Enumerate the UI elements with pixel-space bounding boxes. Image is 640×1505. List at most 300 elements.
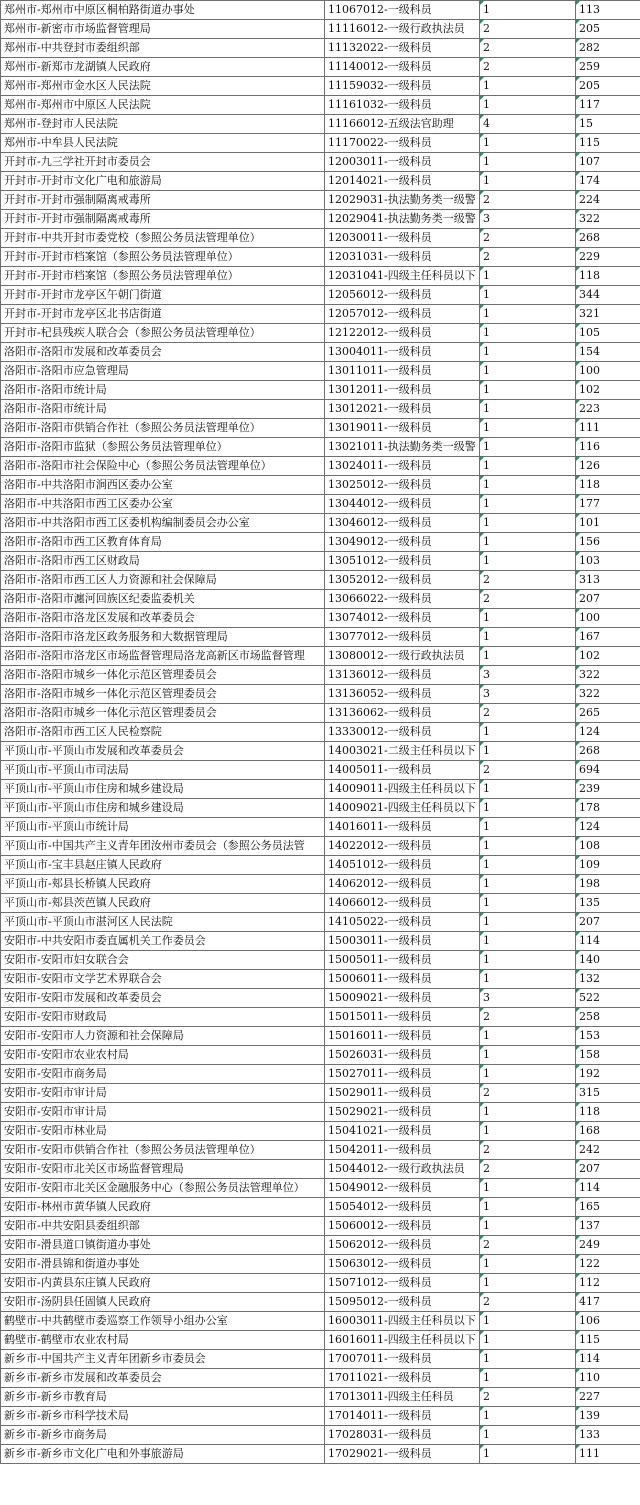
position-cell: 13021011-执法勤务类一级警: [325, 438, 480, 457]
applicants-cell: 115: [576, 134, 640, 153]
unit-cell: 郑州市-中共登封市委组织部: [1, 39, 325, 58]
position-cell: 14009021-四级主任科员以下: [325, 799, 480, 818]
applicants-cell: 177: [576, 495, 640, 514]
position-cell: 14022012-一级科员: [325, 837, 480, 856]
applicants-cell: 102: [576, 381, 640, 400]
table-row: [1, 989, 640, 1008]
applicants-cell: 124: [576, 818, 640, 837]
unit-cell: 洛阳市-中共洛阳市涧西区委办公室: [1, 476, 325, 495]
quota-cell: 2: [480, 1388, 576, 1407]
unit-cell: 洛阳市-洛阳市西工区财政局: [1, 552, 325, 571]
position-cell: 15095012-一级科员: [325, 1293, 480, 1312]
unit-cell: 安阳市-安阳市商务局: [1, 1065, 325, 1084]
quota-cell: 2: [480, 1008, 576, 1027]
unit-cell: 新乡市-新乡市发展和改革委员会: [1, 1369, 325, 1388]
quota-cell: 1: [480, 362, 576, 381]
position-cell: 15071012-一级科员: [325, 1274, 480, 1293]
unit-cell: 平顶山市-中国共产主义青年团汝州市委员会（参照公务员法管: [1, 837, 325, 856]
quota-cell: 1: [480, 875, 576, 894]
quota-cell: 1: [480, 1369, 576, 1388]
applicants-cell: 158: [576, 1046, 640, 1065]
unit-cell: 郑州市-登封市人民法院: [1, 115, 325, 134]
position-cell: 13025012-一级科员: [325, 476, 480, 495]
table-row: [1, 267, 640, 286]
unit-cell: 平顶山市-郏县长桥镇人民政府: [1, 875, 325, 894]
applicants-cell: 268: [576, 229, 640, 248]
applicants-cell: 15: [576, 115, 640, 134]
table-row: [1, 1141, 640, 1160]
quota-cell: 1: [480, 172, 576, 191]
position-cell: 13330012-一级科员: [325, 723, 480, 742]
table-row: [1, 799, 640, 818]
unit-cell: 安阳市-安阳市财政局: [1, 1008, 325, 1027]
quota-cell: 1: [480, 1312, 576, 1331]
applicants-cell: 178: [576, 799, 640, 818]
position-cell: 12003011-一级科员: [325, 153, 480, 172]
unit-cell: 洛阳市-洛阳市洛龙区发展和改革委员会: [1, 609, 325, 628]
applicants-cell: 118: [576, 267, 640, 286]
table-row: [1, 742, 640, 761]
position-cell: 13049012-一级科员: [325, 533, 480, 552]
applicants-cell: 110: [576, 1369, 640, 1388]
table-row: [1, 609, 640, 628]
quota-cell: 1: [480, 856, 576, 875]
unit-cell: 郑州市-郑州市中原区桐柏路街道办事处: [1, 1, 325, 20]
applicants-cell: 205: [576, 77, 640, 96]
unit-cell: 郑州市-郑州市中原区人民法院: [1, 96, 325, 115]
position-cell: 13019011-一级科员: [325, 419, 480, 438]
applicants-cell: 315: [576, 1084, 640, 1103]
unit-cell: 平顶山市-平顶山市湛河区人民法院: [1, 913, 325, 932]
position-cell: 14016011-一级科员: [325, 818, 480, 837]
unit-cell: 洛阳市-洛阳市社会保险中心（参照公务员法管理单位）: [1, 457, 325, 476]
table-row: [1, 1065, 640, 1084]
unit-cell: 安阳市-安阳市人力资源和社会保障局: [1, 1027, 325, 1046]
position-cell: 13136012-一级科员: [325, 666, 480, 685]
quota-cell: 1: [480, 609, 576, 628]
quota-cell: 1: [480, 818, 576, 837]
quota-cell: 1: [480, 1274, 576, 1293]
applicants-cell: 137: [576, 1217, 640, 1236]
quota-cell: 1: [480, 932, 576, 951]
table-row: [1, 571, 640, 590]
applicants-cell: 223: [576, 400, 640, 419]
table-row: [1, 685, 640, 704]
table-row: [1, 1369, 640, 1388]
quota-cell: 2: [480, 248, 576, 267]
quota-cell: 2: [480, 1160, 576, 1179]
table-row: [1, 514, 640, 533]
position-cell: 15041021-一级科员: [325, 1122, 480, 1141]
table-row: [1, 533, 640, 552]
unit-cell: 安阳市-中共安阳县委组织部: [1, 1217, 325, 1236]
table-row: [1, 362, 640, 381]
applicants-cell: 156: [576, 533, 640, 552]
quota-cell: 1: [480, 780, 576, 799]
quota-cell: 1: [480, 1350, 576, 1369]
applicants-cell: 114: [576, 1179, 640, 1198]
quota-cell: 2: [480, 229, 576, 248]
applicants-cell: 112: [576, 1274, 640, 1293]
applicants-cell: 207: [576, 913, 640, 932]
position-cell: 12031031-一级科员: [325, 248, 480, 267]
quota-cell: 2: [480, 571, 576, 590]
quota-cell: 1: [480, 799, 576, 818]
quota-cell: 1: [480, 1407, 576, 1426]
applicants-cell: 224: [576, 191, 640, 210]
table-row: [1, 1084, 640, 1103]
unit-cell: 平顶山市-平顶山市住房和城乡建设局: [1, 799, 325, 818]
table-row: [1, 1027, 640, 1046]
applicants-cell: 207: [576, 590, 640, 609]
table-row: [1, 951, 640, 970]
applicants-cell: 113: [576, 1, 640, 20]
position-cell: 13077012-一级科员: [325, 628, 480, 647]
table-row: [1, 1426, 640, 1445]
unit-cell: 开封市-开封市龙亭区北书店街道: [1, 305, 325, 324]
quota-cell: 1: [480, 1217, 576, 1236]
table-row: [1, 1103, 640, 1122]
unit-cell: 新乡市-新乡市文化广电和外事旅游局: [1, 1445, 325, 1464]
position-cell: 17014011-一级科员: [325, 1407, 480, 1426]
unit-cell: 安阳市-安阳市北关区金融服务中心（参照公务员法管理单位）: [1, 1179, 325, 1198]
applicants-cell: 227: [576, 1388, 640, 1407]
applicants-cell: 118: [576, 476, 640, 495]
position-cell: 17029021-一级科员: [325, 1445, 480, 1464]
table-row: [1, 875, 640, 894]
quota-cell: 2: [480, 1141, 576, 1160]
position-cell: 11067012-一级科员: [325, 1, 480, 20]
applicants-cell: 100: [576, 609, 640, 628]
position-cell: 15015011-一级科员: [325, 1008, 480, 1027]
quota-cell: 1: [480, 343, 576, 362]
table-row: [1, 723, 640, 742]
table-row: [1, 1046, 640, 1065]
table-row: [1, 1179, 640, 1198]
quota-cell: 1: [480, 1179, 576, 1198]
table-row: [1, 343, 640, 362]
table-row: [1, 1198, 640, 1217]
table-row: [1, 210, 640, 229]
position-cell: 13080012-一级行政执法员: [325, 647, 480, 666]
quota-cell: 1: [480, 476, 576, 495]
unit-cell: 安阳市-安阳市供销合作社（参照公务员法管理单位）: [1, 1141, 325, 1160]
position-cell: 13136062-一级科员: [325, 704, 480, 723]
applicants-cell: 100: [576, 362, 640, 381]
quota-cell: 1: [480, 1331, 576, 1350]
unit-cell: 洛阳市-中共洛阳市西工区委机构编制委员会办公室: [1, 514, 325, 533]
position-cell: 14009011-四级主任科员以下: [325, 780, 480, 799]
unit-cell: 安阳市-安阳市北关区市场监督管理局: [1, 1160, 325, 1179]
position-cell: 15044012-一级行政执法员: [325, 1160, 480, 1179]
applicants-cell: 265: [576, 704, 640, 723]
position-cell: 15027011-一级科员: [325, 1065, 480, 1084]
table-row: [1, 818, 640, 837]
quota-cell: 2: [480, 1236, 576, 1255]
table-row: [1, 248, 640, 267]
unit-cell: 鹤壁市-鹤壁市农业农村局: [1, 1331, 325, 1350]
quota-cell: 1: [480, 1, 576, 20]
position-cell: 13024011-一级科员: [325, 457, 480, 476]
applicants-cell: 322: [576, 210, 640, 229]
applicants-cell: 313: [576, 571, 640, 590]
position-cell: 14005011-一级科员: [325, 761, 480, 780]
quota-cell: 1: [480, 153, 576, 172]
applicants-cell: 109: [576, 856, 640, 875]
applicants-cell: 694: [576, 761, 640, 780]
applicants-cell: 111: [576, 1445, 640, 1464]
position-cell: 15063012-一级科员: [325, 1255, 480, 1274]
table-row: [1, 970, 640, 989]
quota-cell: 2: [480, 1293, 576, 1312]
quota-cell: 2: [480, 761, 576, 780]
unit-cell: 洛阳市-洛阳市西工区人力资源和社会保障局: [1, 571, 325, 590]
applicants-cell: 124: [576, 723, 640, 742]
position-cell: 11140012-一级科员: [325, 58, 480, 77]
position-cell: 12057012-一级科员: [325, 305, 480, 324]
position-cell: 15060012-一级科员: [325, 1217, 480, 1236]
applicants-cell: 417: [576, 1293, 640, 1312]
position-cell: 13004011-一级科员: [325, 343, 480, 362]
position-cell: 17013011-四级主任科员: [325, 1388, 480, 1407]
position-cell: 15029011-一级科员: [325, 1084, 480, 1103]
unit-cell: 开封市-杞县残疾人联合会（参照公务员法管理单位）: [1, 324, 325, 343]
position-cell: 13066022-一级科员: [325, 590, 480, 609]
unit-cell: 新乡市-新乡市教育局: [1, 1388, 325, 1407]
position-cell: 15005011-一级科员: [325, 951, 480, 970]
position-cell: 16016011-四级主任科员以下: [325, 1331, 480, 1350]
quota-cell: 1: [480, 1122, 576, 1141]
quota-cell: 1: [480, 552, 576, 571]
applicants-cell: 242: [576, 1141, 640, 1160]
unit-cell: 安阳市-安阳市审计局: [1, 1084, 325, 1103]
quota-cell: 1: [480, 96, 576, 115]
applicants-cell: 229: [576, 248, 640, 267]
applicants-cell: 135: [576, 894, 640, 913]
quota-cell: 1: [480, 1445, 576, 1464]
table-row: [1, 286, 640, 305]
position-cell: 11161032-一级科员: [325, 96, 480, 115]
position-cell: 12029031-执法勤务类一级警: [325, 191, 480, 210]
applicants-cell: 259: [576, 58, 640, 77]
table-row: [1, 704, 640, 723]
table-row: [1, 780, 640, 799]
table-row: [1, 457, 640, 476]
unit-cell: 平顶山市-宝丰县赵庄镇人民政府: [1, 856, 325, 875]
quota-cell: 1: [480, 514, 576, 533]
quota-cell: 1: [480, 400, 576, 419]
applicants-cell: 114: [576, 1350, 640, 1369]
unit-cell: 鹤壁市-中共鹤壁市委巡察工作领导小组办公室: [1, 1312, 325, 1331]
table-row: [1, 438, 640, 457]
unit-cell: 新乡市-新乡市商务局: [1, 1426, 325, 1445]
table-row: [1, 1274, 640, 1293]
unit-cell: 安阳市-安阳市农业农村局: [1, 1046, 325, 1065]
table-row: [1, 1236, 640, 1255]
position-cell: 11132022-一级科员: [325, 39, 480, 58]
position-cell: 13012021-一级科员: [325, 400, 480, 419]
position-cell: 11170022-一级科员: [325, 134, 480, 153]
quota-cell: 2: [480, 704, 576, 723]
unit-cell: 安阳市-滑县锦和街道办事处: [1, 1255, 325, 1274]
unit-cell: 平顶山市-平顶山市发展和改革委员会: [1, 742, 325, 761]
quota-cell: 1: [480, 1027, 576, 1046]
position-cell: 11166012-五级法官助理: [325, 115, 480, 134]
quota-cell: 1: [480, 324, 576, 343]
quota-cell: 4: [480, 115, 576, 134]
position-cell: 17028031-一级科员: [325, 1426, 480, 1445]
unit-cell: 安阳市-滑县道口镇街道办事处: [1, 1236, 325, 1255]
applicants-cell: 118: [576, 1103, 640, 1122]
position-cell: 15026031-一级科员: [325, 1046, 480, 1065]
quota-cell: 1: [480, 495, 576, 514]
unit-cell: 洛阳市-洛阳市西工区人民检察院: [1, 723, 325, 742]
unit-cell: 洛阳市-洛阳市城乡一体化示范区管理委员会: [1, 666, 325, 685]
quota-cell: 1: [480, 267, 576, 286]
unit-cell: 开封市-开封市龙亭区午朝门街道: [1, 286, 325, 305]
position-cell: 13011011-一级科员: [325, 362, 480, 381]
quota-cell: 2: [480, 20, 576, 39]
quota-cell: 1: [480, 305, 576, 324]
quota-cell: 1: [480, 438, 576, 457]
table-row: [1, 761, 640, 780]
quota-cell: 1: [480, 647, 576, 666]
unit-cell: 洛阳市-洛阳市洛龙区政务服务和大数据管理局: [1, 628, 325, 647]
position-cell: 15062012-一级科员: [325, 1236, 480, 1255]
applicants-cell: 522: [576, 989, 640, 1008]
position-cell: 14051012-一级科员: [325, 856, 480, 875]
unit-cell: 平顶山市-平顶山市住房和城乡建设局: [1, 780, 325, 799]
applicants-cell: 282: [576, 39, 640, 58]
unit-cell: 洛阳市-洛阳市应急管理局: [1, 362, 325, 381]
applicants-cell: 140: [576, 951, 640, 970]
quota-cell: 1: [480, 951, 576, 970]
position-cell: 15029021-一级科员: [325, 1103, 480, 1122]
quota-cell: 1: [480, 1103, 576, 1122]
unit-cell: 开封市-开封市档案馆（参照公务员法管理单位）: [1, 267, 325, 286]
position-cell: 13136052-一级科员: [325, 685, 480, 704]
quota-cell: 1: [480, 286, 576, 305]
position-cell: 17007011-一级科员: [325, 1350, 480, 1369]
table-row: [1, 1312, 640, 1331]
applicants-cell: 114: [576, 932, 640, 951]
applicants-cell: 139: [576, 1407, 640, 1426]
position-cell: 11116012-一级行政执法员: [325, 20, 480, 39]
quota-cell: 1: [480, 1255, 576, 1274]
table-row: [1, 1331, 640, 1350]
table-row: [1, 39, 640, 58]
position-cell: 14003021-二级主任科员以下: [325, 742, 480, 761]
unit-cell: 开封市-九三学社开封市委员会: [1, 153, 325, 172]
quota-cell: 2: [480, 590, 576, 609]
table-row: [1, 1255, 640, 1274]
applicants-cell: 117: [576, 96, 640, 115]
position-cell: 13074012-一级科员: [325, 609, 480, 628]
table-row: [1, 1217, 640, 1236]
unit-cell: 安阳市-安阳市审计局: [1, 1103, 325, 1122]
table-row: [1, 1122, 640, 1141]
table-row: [1, 20, 640, 39]
table-row: [1, 1293, 640, 1312]
unit-cell: 洛阳市-洛阳市监狱（参照公务员法管理单位）: [1, 438, 325, 457]
table-row: [1, 552, 640, 571]
quota-cell: 1: [480, 628, 576, 647]
applicants-cell: 321: [576, 305, 640, 324]
unit-cell: 洛阳市-洛阳市发展和改革委员会: [1, 343, 325, 362]
quota-cell: 1: [480, 913, 576, 932]
unit-cell: 洛阳市-中共洛阳市西工区委办公室: [1, 495, 325, 514]
position-cell: 13046012-一级科员: [325, 514, 480, 533]
unit-cell: 新乡市-新乡市科学技术局: [1, 1407, 325, 1426]
table-row: [1, 628, 640, 647]
applicants-cell: 122: [576, 1255, 640, 1274]
unit-cell: 开封市-开封市文化广电和旅游局: [1, 172, 325, 191]
unit-cell: 安阳市-内黄县东庄镇人民政府: [1, 1274, 325, 1293]
unit-cell: 洛阳市-洛阳市西工区教育体育局: [1, 533, 325, 552]
unit-cell: 郑州市-中牟县人民法院: [1, 134, 325, 153]
position-cell: 16003011-四级主任科员以下: [325, 1312, 480, 1331]
position-cell: 14066012-一级科员: [325, 894, 480, 913]
position-cell: 15049012-一级科员: [325, 1179, 480, 1198]
applicants-cell: 322: [576, 666, 640, 685]
applicants-cell: 106: [576, 1312, 640, 1331]
applicants-cell: 192: [576, 1065, 640, 1084]
unit-cell: 安阳市-汤阴县任固镇人民政府: [1, 1293, 325, 1312]
table-row: [1, 1008, 640, 1027]
unit-cell: 开封市-开封市强制隔离戒毒所: [1, 191, 325, 210]
unit-cell: 安阳市-安阳市发展和改革委员会: [1, 989, 325, 1008]
table-row: [1, 913, 640, 932]
table-row: [1, 1, 640, 20]
position-cell: 13052012-一级科员: [325, 571, 480, 590]
quota-cell: 3: [480, 989, 576, 1008]
table-row: [1, 647, 640, 666]
applicants-cell: 153: [576, 1027, 640, 1046]
position-cell: 15009021-一级科员: [325, 989, 480, 1008]
unit-cell: 郑州市-郑州市金水区人民法院: [1, 77, 325, 96]
unit-cell: 平顶山市-平顶山市统计局: [1, 818, 325, 837]
position-cell: 12031041-四级主任科员以下: [325, 267, 480, 286]
quota-cell: 1: [480, 742, 576, 761]
position-cell: 12014021-一级科员: [325, 172, 480, 191]
table-row: [1, 666, 640, 685]
table-row: [1, 172, 640, 191]
applicants-cell: 132: [576, 970, 640, 989]
applicants-cell: 322: [576, 685, 640, 704]
table-row: [1, 400, 640, 419]
table-row: [1, 476, 640, 495]
unit-cell: 洛阳市-洛阳市城乡一体化示范区管理委员会: [1, 704, 325, 723]
applicants-cell: 126: [576, 457, 640, 476]
applicants-cell: 268: [576, 742, 640, 761]
unit-cell: 新乡市-中国共产主义青年团新乡市委员会: [1, 1350, 325, 1369]
quota-cell: 2: [480, 1084, 576, 1103]
unit-cell: 开封市-开封市档案馆（参照公务员法管理单位）: [1, 248, 325, 267]
position-cell: 12122012-一级科员: [325, 324, 480, 343]
applicants-cell: 239: [576, 780, 640, 799]
position-cell: 15042011-一级科员: [325, 1141, 480, 1160]
position-cell: 13051012-一级科员: [325, 552, 480, 571]
applicants-cell: 198: [576, 875, 640, 894]
table-row: [1, 1350, 640, 1369]
table-row: [1, 932, 640, 951]
position-cell: 14105022-一级科员: [325, 913, 480, 932]
applicants-cell: 174: [576, 172, 640, 191]
position-cell: 11159032-一级科员: [325, 77, 480, 96]
table-body: [1, 1, 640, 1464]
table-row: [1, 837, 640, 856]
applicants-cell: 133: [576, 1426, 640, 1445]
